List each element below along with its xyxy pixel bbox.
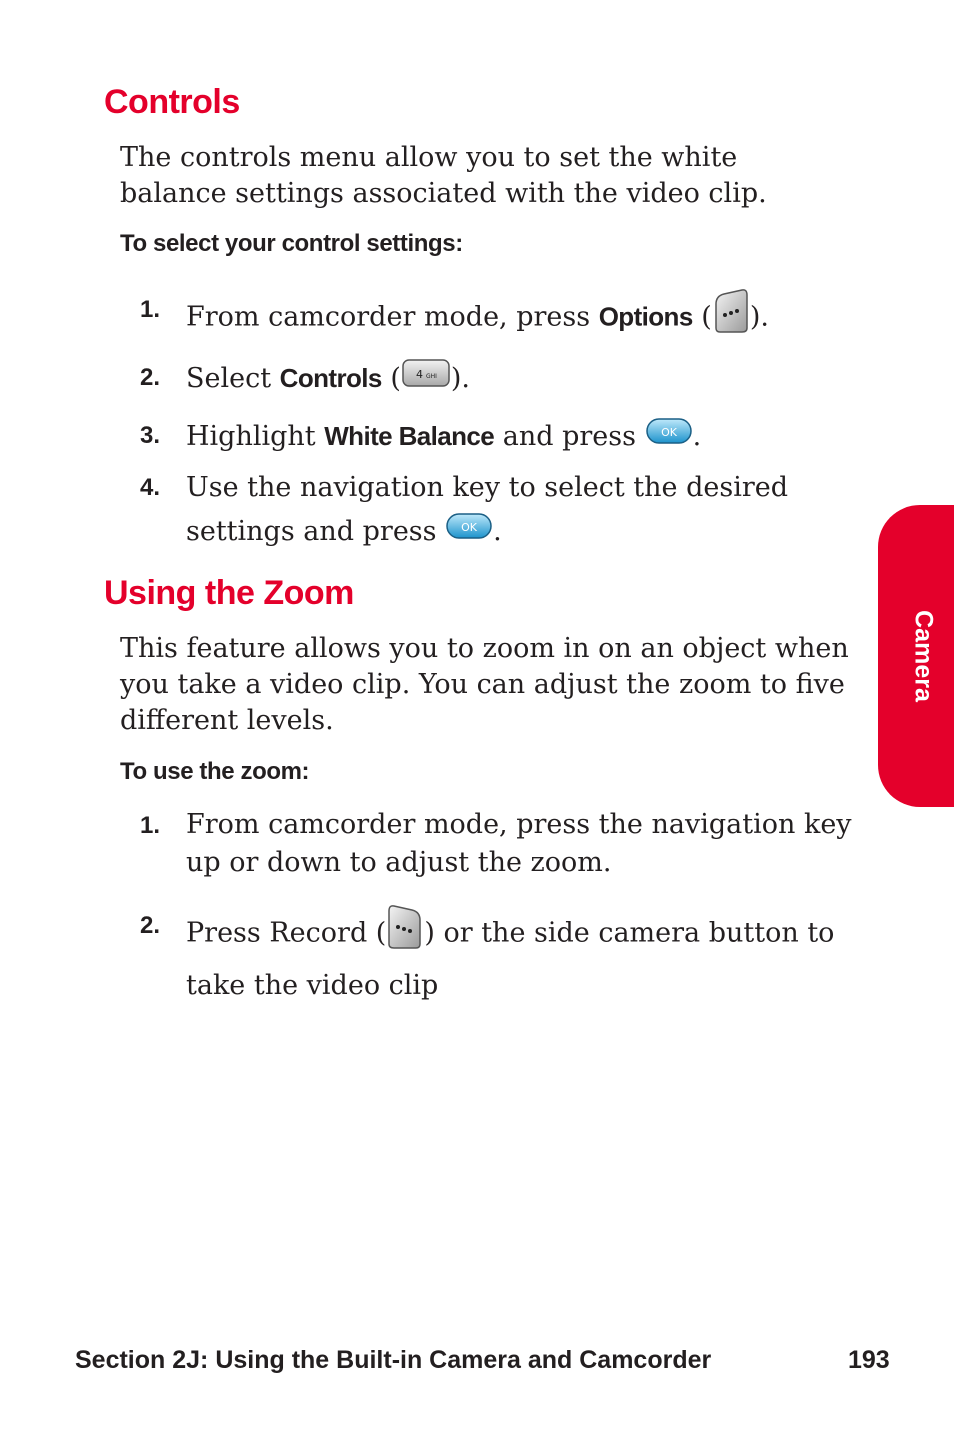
zoom-step-2: 2. Press Record ( ) or the side camera button to take the video clip [140,904,860,996]
controls-step-2: 2. Select Controls ( 4 GHI ). [140,356,860,404]
svg-text:OK: OK [660,425,677,439]
ok-key-icon [445,511,493,555]
controls-step-3: 3. Highlight White Balance and press OK . [140,414,860,458]
controls-step-4: 4. Use the navigation key to select the desired settings and press OK . [140,466,860,558]
page-number: 193 [848,1346,890,1374]
white-balance-label: White Balance [324,421,495,451]
step-number: 2. [140,364,161,391]
zoom-step-1: 1. From camcorder mode, press the navigation key up or down to adjust the zoom. [140,809,852,878]
step-number: 4. [140,474,161,501]
footer-section-title: Section 2J: Using the Built-in Camera and Camcorder [75,1346,712,1374]
ok-key-icon [645,416,693,460]
zoom-intro: This feature allows you to zoom in on an object when you take a video clip. You can adjust the zoom to five different levels. [120,633,849,736]
soft-key-icon [712,288,750,348]
svg-text:OK: OK [461,520,478,534]
svg-text:4: 4 [415,367,423,381]
step-number: 2. [140,912,161,939]
side-tab-label: Camera [909,610,938,702]
svg-text:GHI: GHI [425,372,437,380]
options-label: Options [598,301,693,332]
controls-step-1: 1. From camcorder mode, press Options ( ). [140,288,860,336]
controls-label: Controls [279,363,382,393]
section-side-tab [878,505,954,807]
controls-heading: Controls [104,83,240,121]
step-number: 3. [140,422,161,449]
step-number: 1. [140,812,161,839]
soft-key-icon [386,904,424,964]
controls-intro: The controls menu allow you to set the white balance settings associated with the video clip. [120,142,767,209]
key-4-icon [401,358,451,402]
controls-subheading: To select your control settings: [120,230,463,257]
zoom-heading: Using the Zoom [104,574,354,612]
zoom-subheading: To use the zoom: [120,758,310,785]
step-number: 1. [140,296,161,323]
